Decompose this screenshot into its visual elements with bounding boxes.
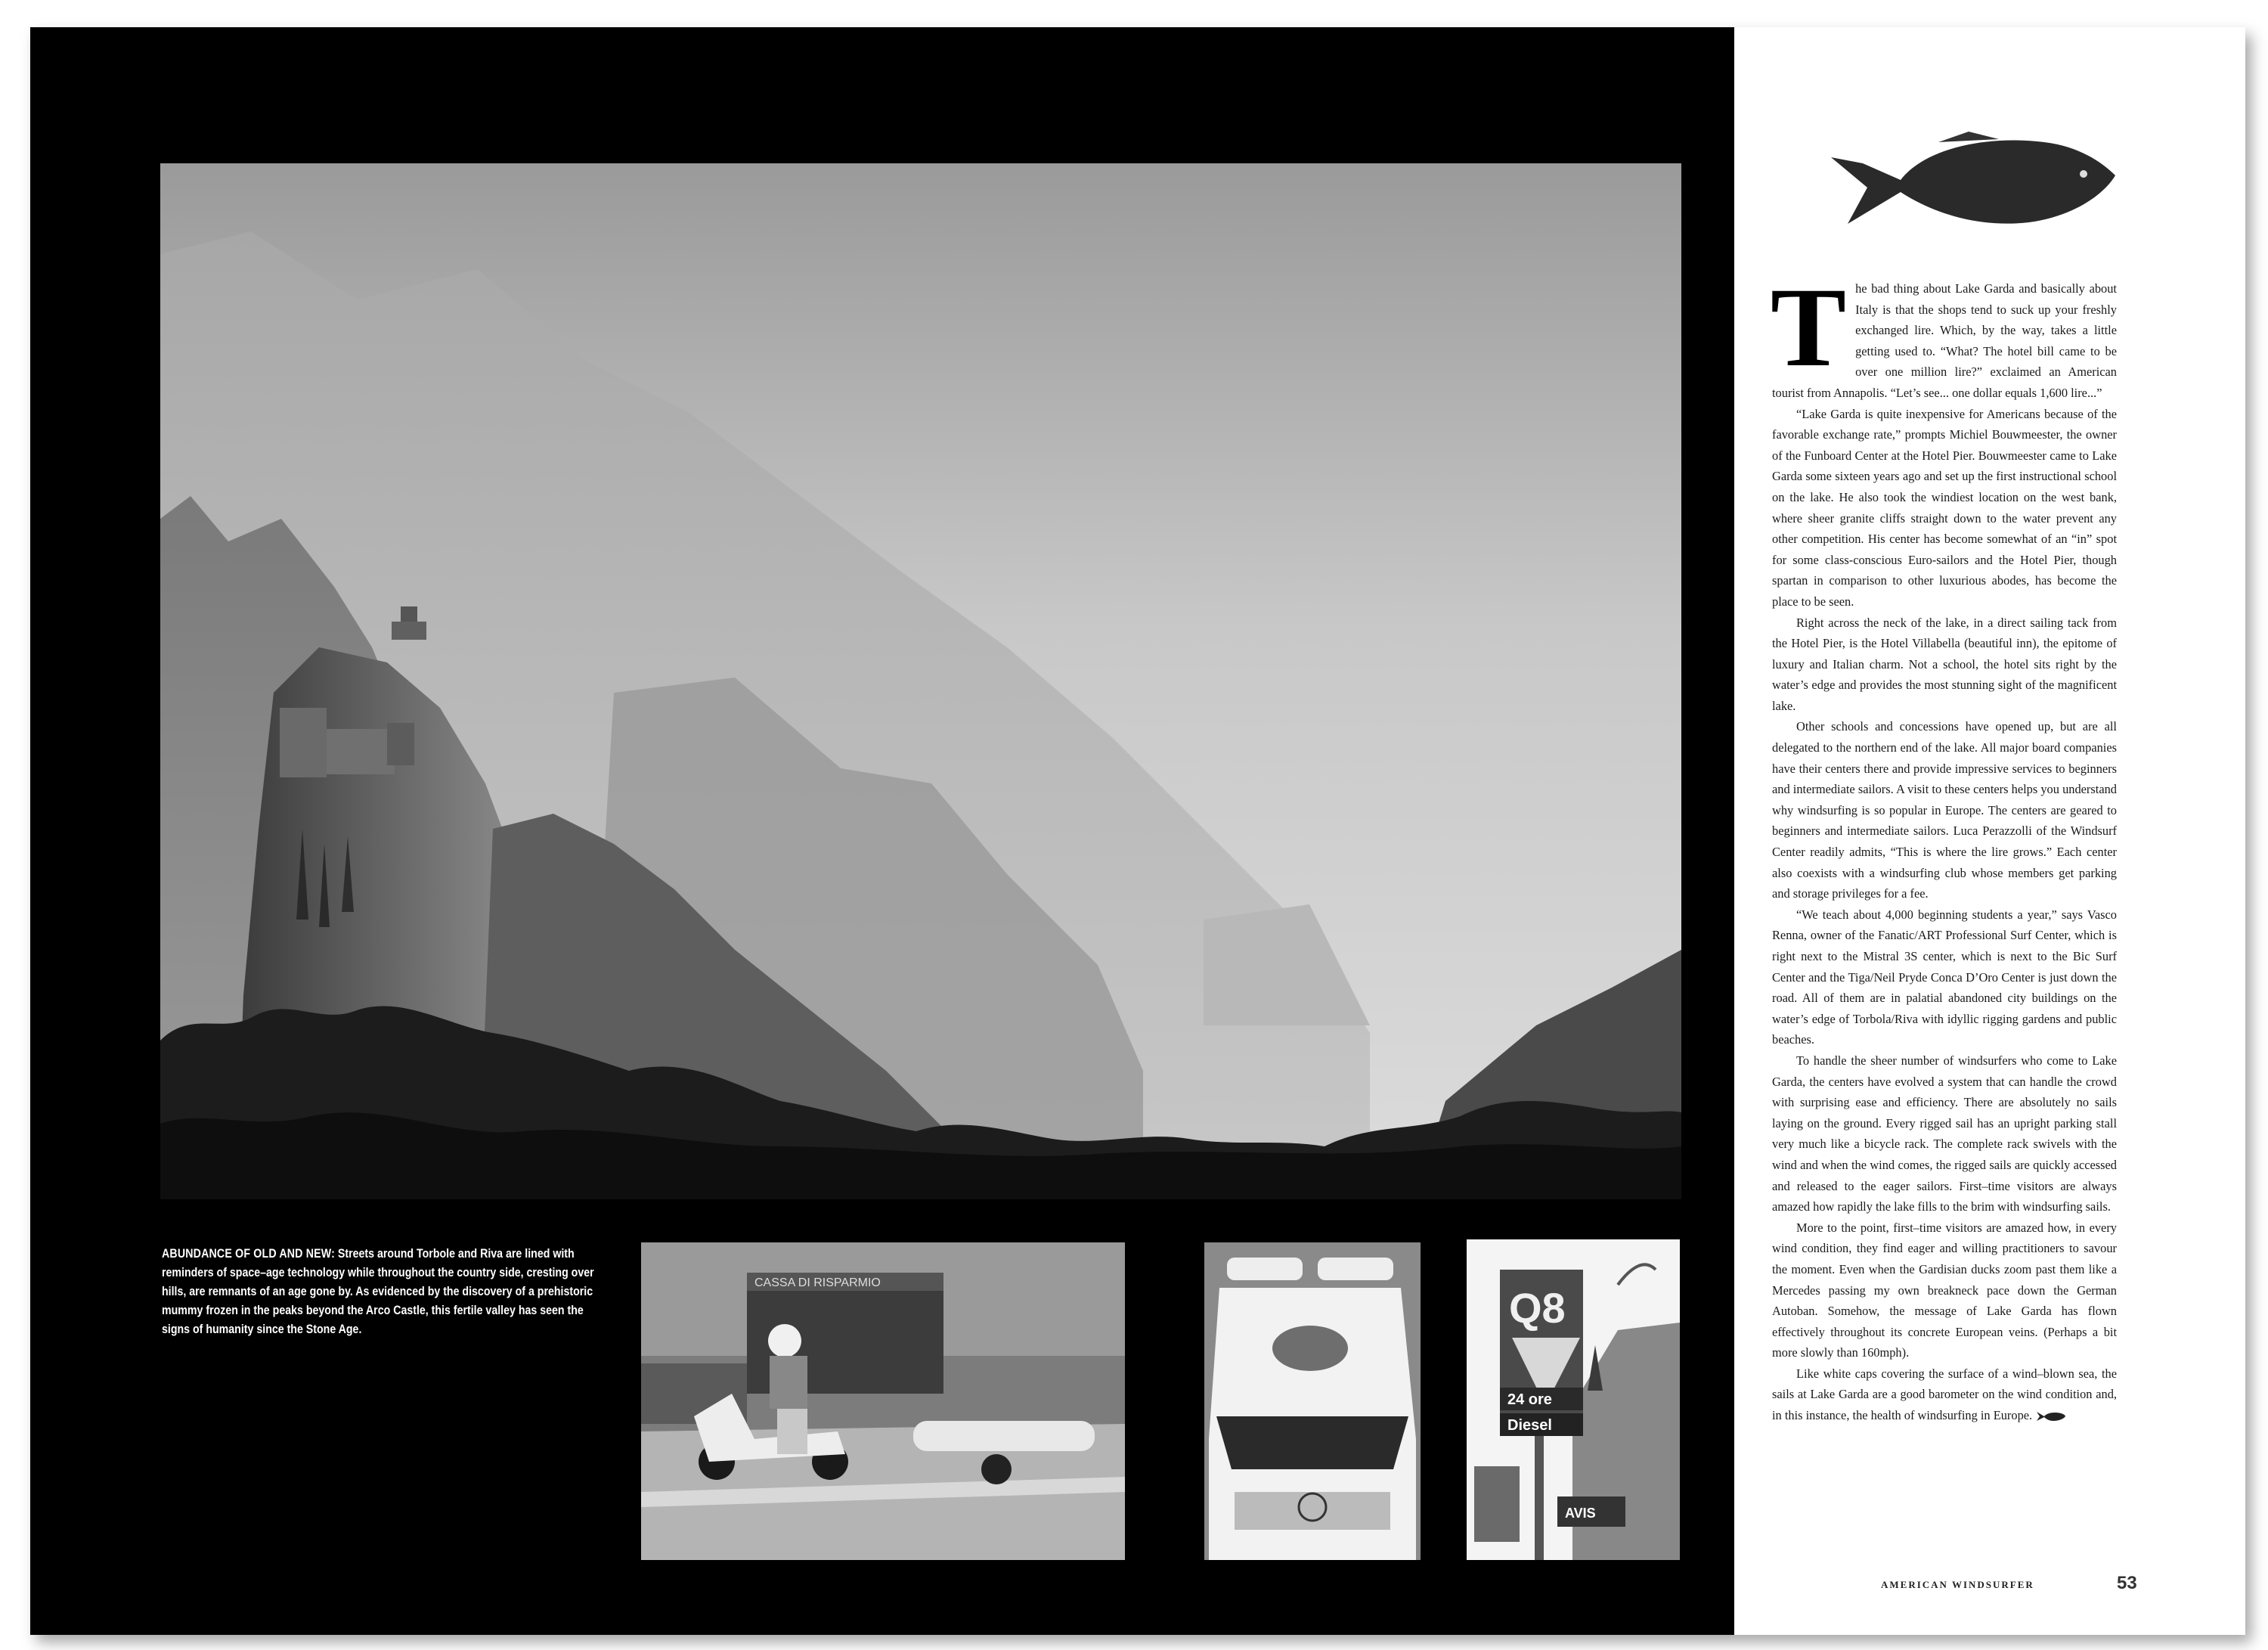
- article-paragraph-text: he bad thing about Lake Garda and basically about Italy is that the shops tend to suck up your freshly exchanged lire. Which, by the way, takes a little getting used to. “What? The hotel bill came to be over one million lire?” exclaimed an American tourist from Annapolis. “Let’s see... one dollar equals 1,600 lire...”: [1772, 281, 2117, 400]
- avis-sign: AVIS: [1565, 1506, 1596, 1521]
- article-paragraph: [1771, 265, 2117, 404]
- end-mark-fish-icon: [2035, 1411, 2065, 1422]
- caption-lead: ABUNDANCE OF OLD AND NEW:: [162, 1247, 335, 1261]
- publication-name: AMERICAN WINDSURFER: [1881, 1579, 2034, 1590]
- fish-print-icon: [1817, 127, 2120, 240]
- article-paragraph: “Lake Garda is quite inexpensive for Americans because of the favorable exchange rate,” prompts Michiel Bouwmeester, the owner of the Funboard Center at the Hotel Pier. Bouwmeester came to Lake Garda some sixteen years ago and set up the first instructional school on the lake. He also took the windiest location on the west bank, where sheer granite cliffs straight down to the water prevent any other competition. His center has become somewhat of an “in” spot for some class-conscious Euro-sailors and the Hotel Pier, though spartan in comparison to other luxurious abodes, has become the place to be seen.: [1772, 406, 2117, 609]
- caption-text: Streets around Torbole and Riva are lined with reminders of space–age technology while throughout the country side, cresting over hills, are remnants of an age gone by. As evidenced by the discovery of a prehistoric mummy frozen in the peaks beyond the Arco Castle, this fertile valley has seen the signs of humanity since the Stone Age.: [162, 1247, 594, 1336]
- article-paragraph: To handle the sheer number of windsurfers who come to Lake Garda, the centers have evolved a system that can handle the crowd with surprising ease and efficiency. There are absolutely no sails laying on the ground. Every rigged sail has an upright parking stall very much like a bicycle rack. The complete rack swivels with the wind and when the wind comes, the rigged sails are quickly accessed and released to the eager sailors. First–time visitors are always amazed how rapidly the lake fills to the brim with windsurfing sails.: [1772, 1053, 2117, 1214]
- article-body: [1771, 265, 2117, 1426]
- q8-logo: Q8: [1509, 1284, 1566, 1332]
- main-photo: [160, 163, 1681, 1199]
- sign-fuel: Diesel: [1507, 1417, 1552, 1434]
- left-page: [30, 27, 1734, 1635]
- article-paragraph: [1772, 1363, 2117, 1426]
- article-paragraph: “We teach about 4,000 beginning students a year,” says Vasco Renna, owner of the Fanatic/ART Professional Surf Center, which is right next to the Mistral 3S center, which is next to the Bic Surf Center and the Tiga/Neil Pryde Conca D’Oro Center is just down the road. All of them are in palatial abandoned city buildings on the water’s edge of Torbola/Riva with idyllic rigging gardens and public beaches.: [1772, 907, 2117, 1047]
- article-paragraph: More to the point, first–time visitors are amazed how, in every wind condition, they find eager and willing practitioners to savour the moment. Even when the Gardisian ducks zoom past them like a Mercedes passing my own breakneck pace down the German Autoban. Somehow, the message of Lake Garda has flown effectively throughout its concrete European veins. (Perhaps a bit more slowly than 160mph).: [1772, 1220, 2117, 1360]
- page-number: 53: [2117, 1573, 2137, 1593]
- article-paragraph: Right across the neck of the lake, in a direct sailing tack from the Hotel Pier, is the Hotel Villabella (beautiful inn), the epitome of luxury and Italian charm. Not a school, the hotel sits right by the water’s edge and provides the most stunning sight of the magnificent lake.: [1772, 615, 2117, 713]
- article-paragraph: Other schools and concessions have opened up, but are all delegated to the northern end of the lake. All major board companies have their centers there and provide impressive services to beginners and intermediate sailors. A visit to these centers helps you understand why windsurfing is so popular in Europe. The centers are geared to beginners and intermediate sailors. Luca Perazzolli of the Windsurf Center readily admits, “This is where the lire grows.” Each center also coexists with a windsurfing club whose members get parking and storage privileges for a fee.: [1772, 719, 2117, 901]
- article-paragraph-text: Like white caps covering the surface of a wind–blown sea, the sails at Lake Garda are a good barometer on the wind condition and, in this instance, the health of windsurfing in Europe.: [1772, 1366, 2117, 1423]
- van-photo: [1204, 1242, 1421, 1560]
- photo-caption: [162, 1245, 608, 1339]
- drop-cap: T: [1771, 265, 1847, 390]
- sign-hours: 24 ore: [1507, 1391, 1552, 1408]
- storefront-sign: CASSA DI RISPARMIO: [754, 1276, 881, 1289]
- gas-sign-photo: [1467, 1239, 1680, 1560]
- scooter-photo: [641, 1242, 1125, 1560]
